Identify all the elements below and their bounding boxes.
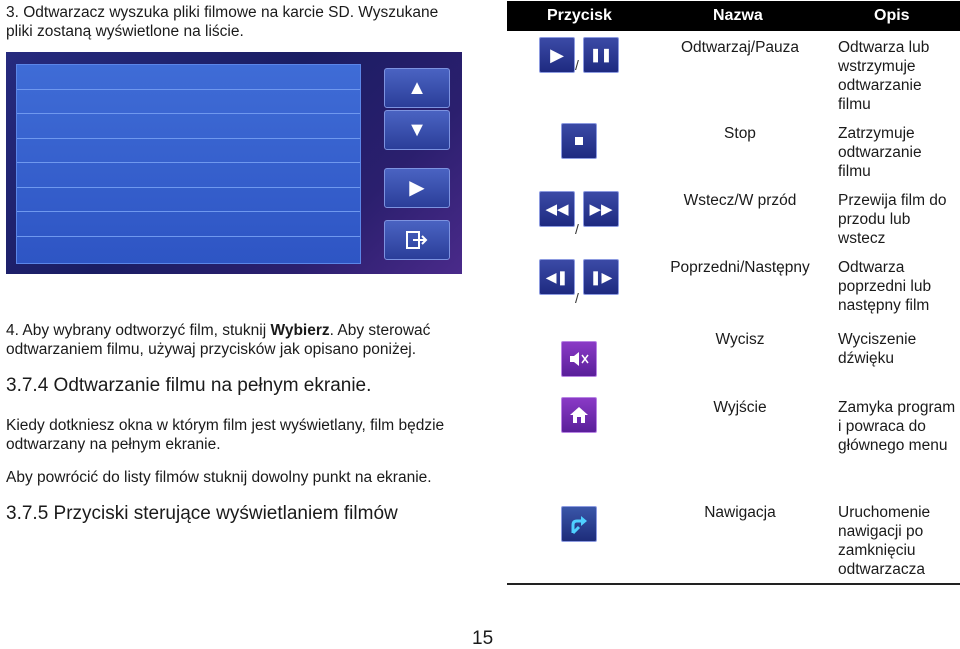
movie-list — [16, 64, 361, 264]
list-item — [17, 163, 360, 188]
row-description: Uruchomenie nawigacji po zamknięciu odtwarzacza — [838, 504, 931, 578]
mute-button — [561, 341, 597, 377]
step4-text: 4. Aby wybrany odtworzyć film, stuknij — [6, 322, 271, 339]
up-arrow-icon: ▲ — [407, 77, 427, 99]
step4-text-suffix: . Aby sterować odtwarzaniem filmu, używaj przycisków jak opisano poniżej. — [6, 322, 431, 358]
fast-forward-icon: ▶▶ — [589, 201, 613, 218]
row-name: Odtwarzaj/Pauza — [680, 39, 800, 56]
back-paragraph: Aby powrócić do listy filmów stuknij dowolny punkt na ekranie. — [6, 469, 432, 486]
next-button — [583, 259, 619, 295]
stop-button — [561, 123, 597, 159]
forward-button — [583, 191, 619, 227]
row-description: Odtwarza lub wstrzymuje odtwarzanie filmu — [838, 39, 930, 113]
header-name: Nazwa — [713, 7, 763, 24]
header-description: Opis — [874, 7, 910, 24]
list-item — [17, 90, 360, 115]
step4-bold: Wybierz — [270, 322, 330, 339]
scroll-up-button — [384, 68, 450, 108]
exit-button — [384, 220, 450, 260]
row-name: Stop — [724, 125, 756, 142]
row-description: Przewija film do przodu lub wstecz — [838, 192, 947, 247]
pause-icon: ❚❚ — [590, 47, 612, 62]
rewind-button — [539, 191, 575, 227]
list-item — [17, 188, 360, 213]
header-button: Przycisk — [547, 7, 612, 24]
separator: / — [575, 57, 579, 73]
play-icon: ▶ — [550, 44, 564, 65]
mute-icon — [568, 350, 590, 368]
list-item — [17, 114, 360, 139]
play-icon: ▶ — [409, 177, 425, 199]
row-name: Wstecz/W przód — [683, 192, 797, 209]
home-icon — [569, 406, 589, 424]
home-button — [561, 397, 597, 433]
row-description: Zamyka program i powraca do głównego menu — [838, 399, 956, 454]
exit-icon — [405, 230, 429, 250]
table-bottom-rule — [507, 583, 960, 585]
page-number: 15 — [472, 628, 494, 649]
separator: / — [575, 290, 579, 306]
previous-icon: ◀❚ — [545, 268, 569, 285]
row-name: Wyjście — [713, 399, 767, 416]
list-item — [17, 65, 360, 90]
pause-button — [583, 37, 619, 73]
stop-icon — [575, 137, 583, 145]
list-item — [17, 212, 360, 237]
row-description: Wyciszenie dźwięku — [838, 331, 917, 367]
fullscreen-paragraph: Kiedy dotkniesz okna w którym film jest wyświetlany, film będzie odtwarzany na pełnym ekranie. — [6, 417, 445, 453]
previous-button — [539, 259, 575, 295]
row-name: Nawigacja — [704, 504, 776, 521]
list-item — [17, 237, 360, 262]
section-heading-374: 3.7.4 Odtwarzanie filmu na pełnym ekranie. — [6, 375, 372, 396]
separator: / — [575, 221, 579, 237]
list-item — [17, 139, 360, 164]
down-arrow-icon: ▼ — [407, 119, 427, 141]
navigation-button — [561, 506, 597, 542]
row-description: Zatrzymuje odtwarzanie filmu — [838, 125, 922, 180]
scroll-down-button — [384, 110, 450, 150]
section-heading-375: 3.7.5 Przyciski sterujące wyświetlaniem filmów — [6, 503, 398, 524]
table-header — [507, 1, 960, 31]
player-screenshot — [6, 52, 462, 274]
play-button — [539, 37, 575, 73]
play-select-button — [384, 168, 450, 208]
row-name: Wycisz — [715, 331, 765, 348]
intro-paragraph: 3. Odtwarzacz wyszuka pliki filmowe na karcie SD. Wyszukane pliki zostaną wyświetlone na liście. — [6, 4, 439, 40]
row-name: Poprzedni/Następny — [670, 259, 810, 276]
next-icon: ❚▶ — [589, 268, 613, 285]
rewind-icon: ◀◀ — [545, 201, 569, 218]
row-description: Odtwarza poprzedni lub następny film — [838, 259, 932, 314]
navigation-icon — [569, 513, 589, 535]
buttons-table — [507, 1, 960, 585]
step4-paragraph — [6, 321, 476, 359]
